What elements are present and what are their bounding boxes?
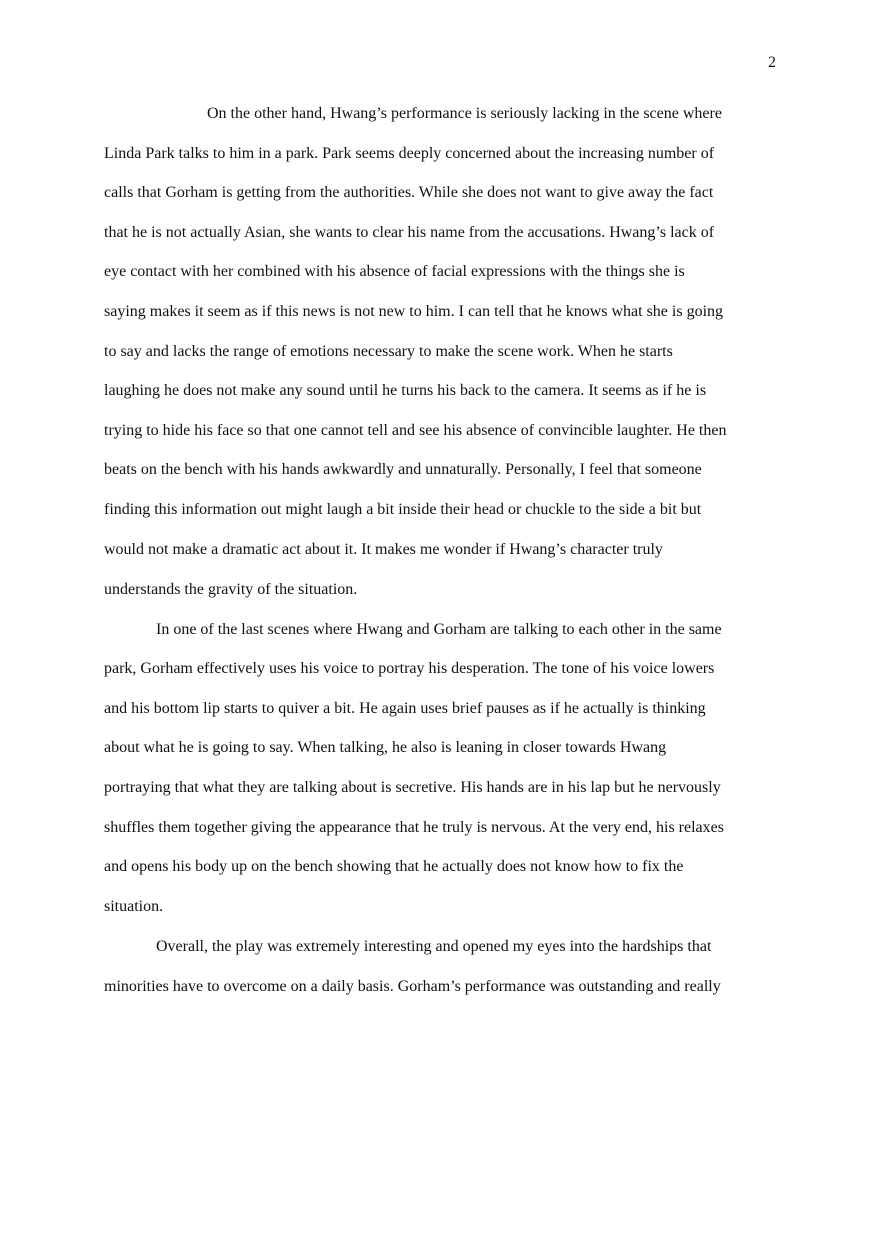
paragraph-line: calls that Gorham is getting from the authorities. While she does not want to give away the fact [104,184,714,201]
paragraph-line: beats on the bench with his hands awkwardly and unnaturally. Personally, I feel that someone [104,461,702,478]
paragraph-line: portraying that what they are talking about is secretive. His hands are in his lap but he nervously [104,779,721,796]
paragraph-line: situation. [104,898,164,915]
paragraph-line: would not make a dramatic act about it. It makes me wonder if Hwang’s character truly [104,541,663,558]
paragraph-line: that he is not actually Asian, she wants to clear his name from the accusations. Hwang’s lack of [104,224,715,241]
paragraph-line: Overall, the play was extremely interesting and opened my eyes into the hardships that [156,938,712,955]
paragraph-line: On the other hand, Hwang’s performance is seriously lacking in the scene where [207,105,722,122]
paragraph-line: In one of the last scenes where Hwang and Gorham are talking to each other in the same [156,621,722,638]
paragraph-line: understands the gravity of the situation. [104,581,358,598]
paragraph-line: minorities have to overcome on a daily basis. Gorham’s performance was outstanding and really [104,978,721,995]
paragraph-line: about what he is going to say. When talking, he also is leaning in closer towards Hwang [104,739,667,756]
paragraph-line: and opens his body up on the bench showing that he actually does not know how to fix the [104,858,684,875]
paragraph-line: and his bottom lip starts to quiver a bit. He again uses brief pauses as if he actually is thinking [104,700,706,717]
paragraph-line: to say and lacks the range of emotions necessary to make the scene work. When he starts [104,343,673,360]
paragraph-line: trying to hide his face so that one cannot tell and see his absence of convincible laughter. He then [104,422,727,439]
paragraph-line: eye contact with her combined with his absence of facial expressions with the things she is [104,263,685,280]
paragraph-line: saying makes it seem as if this news is not new to him. I can tell that he knows what she is going [104,303,724,320]
paragraph-line: finding this information out might laugh a bit inside their head or chuckle to the side a bit but [104,501,702,518]
paragraph-line: shuffles them together giving the appearance that he truly is nervous. At the very end, his relaxes [104,819,724,836]
paragraph-line: park, Gorham effectively uses his voice to portray his desperation. The tone of his voice lowers [104,660,715,677]
page-number: 2 [768,54,776,71]
paragraph-line: laughing he does not make any sound until he turns his back to the camera. It seems as if he is [104,382,707,399]
paragraph-line: Linda Park talks to him in a park. Park seems deeply concerned about the increasing number of [104,145,715,162]
